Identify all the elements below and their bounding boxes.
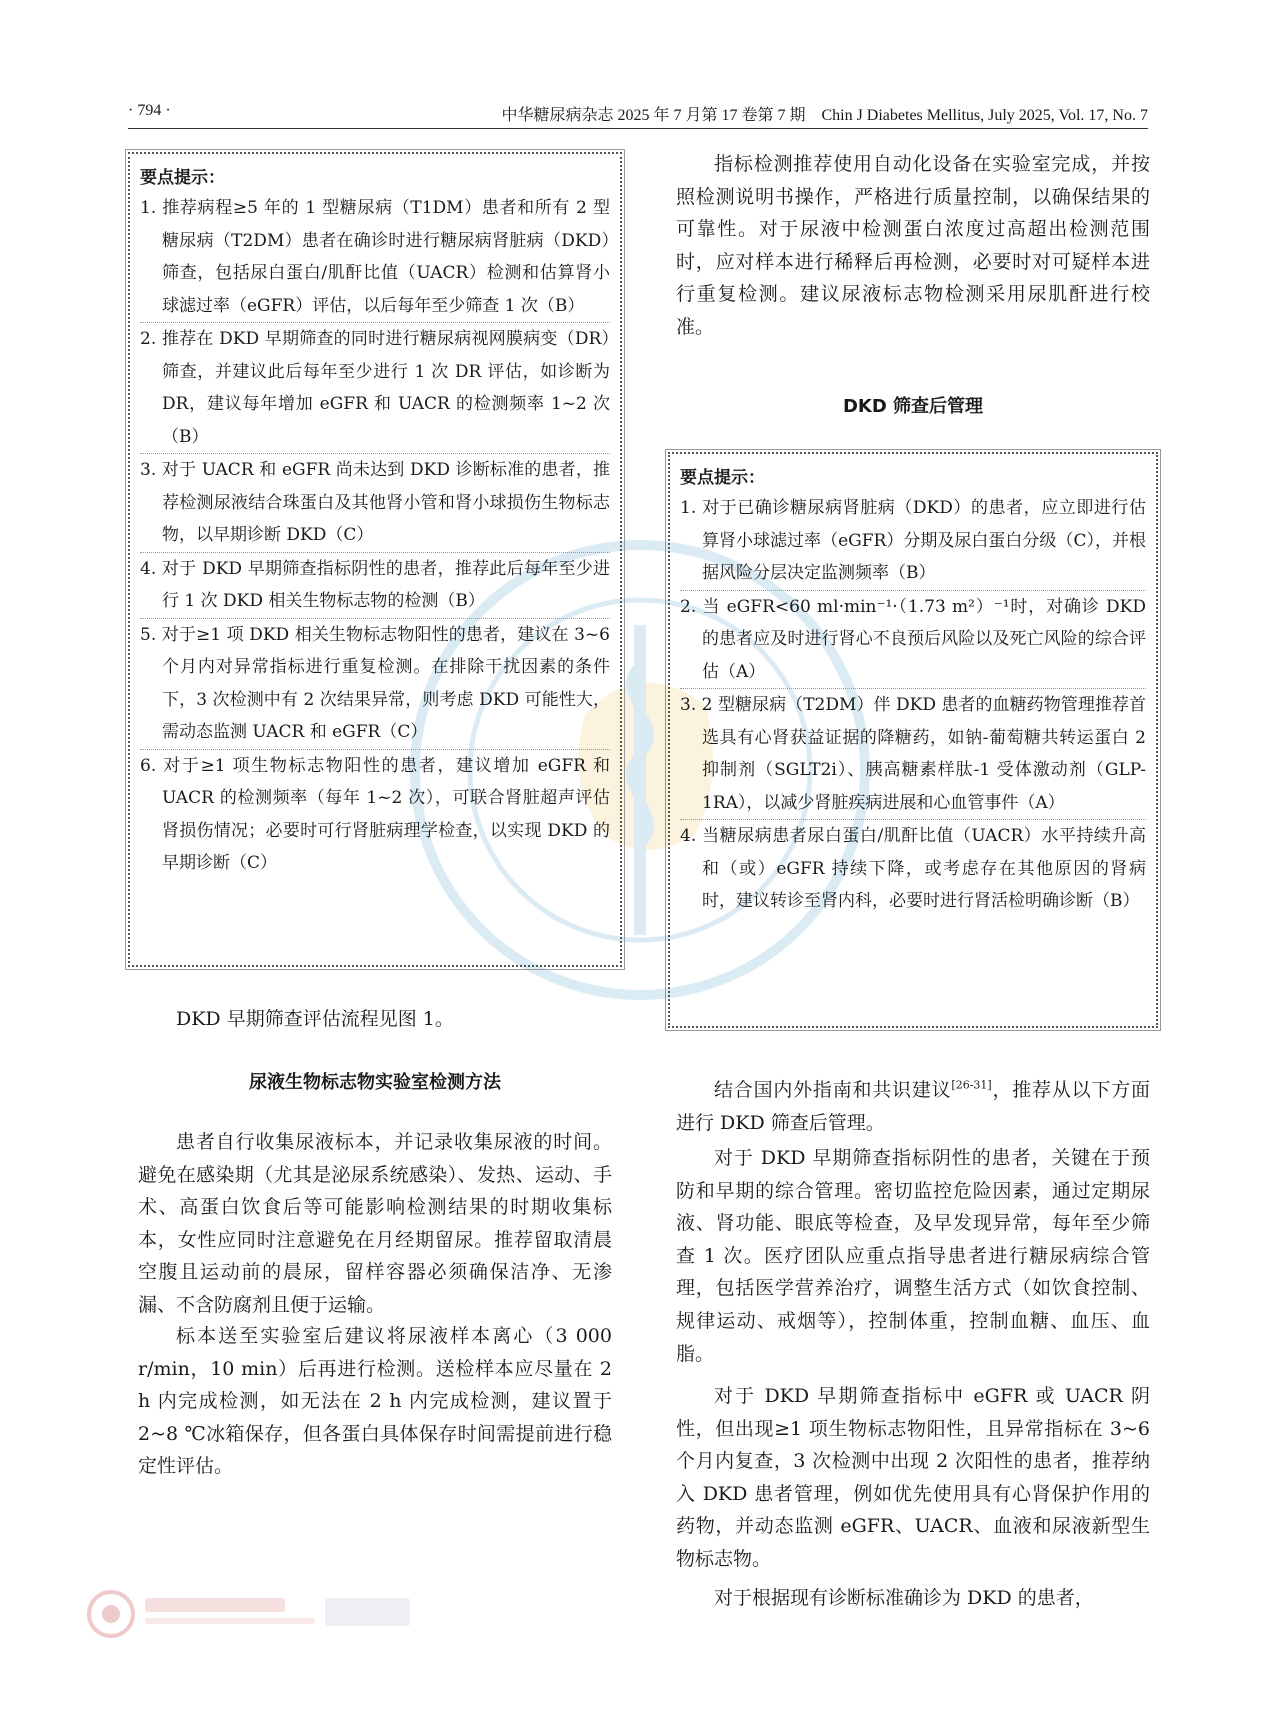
citation-reference: [26-31]	[951, 1078, 992, 1092]
body-paragraph: 患者自行收集尿液标本，并记录收集尿液的时间。避免在感染期（尤其是泌尿系统感染）、发热、运动、手术、高蛋白饮食后等可能影响检测结果的时期收集标本，女性应同时注意避免在月经期留尿。推荐留取清晨空腹且运动前的晨尿，留样容器必须确保洁净、无渗漏、不含防腐剂且便于运输。	[138, 1131, 612, 1316]
key-point-item: 3. 2 型糖尿病（T2DM）伴 DKD 患者的血糖药物管理推荐首选具有心肾获益证据的降糖药，如钠-葡萄糖共转运蛋白 2 抑制剂（SGLT2i）、胰高糖素样肽-1 受体激动剂（GLP-1RA），以减少肾脏疾病进展和心血管事件（A）	[680, 688, 1146, 819]
body-paragraph: DKD 早期筛查评估流程见图 1。	[176, 1008, 454, 1030]
journal-citation: 中华糖尿病杂志 2025 年 7 月第 17 卷第 7 期 Chin J Diabetes Mellitus, July 2025, Vol. 17, No. 7	[501, 107, 1148, 124]
running-header	[128, 100, 1148, 129]
body-paragraph: 指标检测推荐使用自动化设备在实验室完成，并按照检测说明书操作，严格进行质量控制，以确保结果的可靠性。对于尿液中检测蛋白浓度过高超出检测范围时，应对样本进行稀释后再检测，必要时对可疑样本进行重复检测。建议尿液标志物检测采用尿肌酐进行校准。	[676, 153, 1150, 338]
key-point-item: 1. 推荐病程≥5 年的 1 型糖尿病（T1DM）患者和所有 2 型糖尿病（T2DM）患者在确诊时进行糖尿病肾脏病（DKD）筛查，包括尿白蛋白/肌酐比值（UACR）检测和估算肾小球滤过率（eGFR）评估，以后每年至少筛查 1 次（B）	[140, 198, 610, 316]
key-points-title: 要点提示：	[140, 168, 225, 188]
body-paragraph: 对于 DKD 早期筛查指标阴性的患者，关键在于预防和早期的综合管理。密切监控危险因素，通过定期尿液、肾功能、眼底等检查，及早发现异常，每年至少筛查 1 次。医疗团队应重点指导患者进行糖尿病综合管理，包括医学营养治疗，调整生活方式（如饮食控制、规律运动、戒烟等），控制体重，控制血糖、血压、血脂。	[676, 1147, 1150, 1365]
key-point-item: 5. 对于≥1 项 DKD 相关生物标志物阳性的患者，建议在 3~6 个月内对异常指标进行重复检测。在排除干扰因素的条件下，3 次检测中有 2 次结果异常，则考虑 DKD 可能性大，需动态监测 UACR 和 eGFR（C）	[140, 618, 610, 749]
key-point-item: 4. 当糖尿病患者尿白蛋白/肌酐比值（UACR）水平持续升高和（或）eGFR 持续下降，或考虑存在其他原因的肾病时，建议转诊至肾内科，必要时进行肾活检明确诊断（B）	[680, 819, 1146, 918]
key-points-box-right	[668, 452, 1158, 1028]
key-point-item: 3. 对于 UACR 和 eGFR 尚未达到 DKD 诊断标准的患者，推荐检测尿液结合珠蛋白及其他肾小管和肾小球损伤生物标志物，以早期诊断 DKD（C）	[140, 453, 610, 552]
key-points-box-left	[128, 152, 622, 967]
key-point-item: 6. 对于≥1 项生物标志物阳性的患者，建议增加 eGFR 和 UACR 的检测频率（每年 1~2 次），可联合肾脏超声评估肾损伤情况；必要时可行肾脏病理学检查，以实现 DKD 的早期诊断（C）	[140, 749, 610, 880]
key-point-item: 2. 推荐在 DKD 早期筛查的同时进行糖尿病视网膜病变（DR）筛查，并建议此后每年至少进行 1 次 DR 评估，如诊断为 DR，建议每年增加 eGFR 和 UACR 的检测频率 1~2 次（B）	[140, 322, 610, 453]
section-heading: 尿液生物标志物实验室检测方法	[249, 1072, 501, 1093]
key-point-item: 2. 当 eGFR<60 ml·min⁻¹·（1.73 m²）⁻¹时，对确诊 DKD 的患者应及时进行肾心不良预后风险以及死亡风险的综合评估（A）	[680, 590, 1146, 689]
paragraph-text: 结合国内外指南和共识建议	[714, 1079, 952, 1101]
cma-publishing-house-logo-icon	[85, 1588, 415, 1640]
body-paragraph	[676, 1074, 1150, 1139]
page-number: · 794 ·	[128, 102, 171, 119]
body-paragraph: 对于根据现有诊断标准确诊为 DKD 的患者，	[714, 1587, 1094, 1609]
paragraph-text: ，推荐从以下方面进行 DKD 筛查后管理。	[676, 1079, 1150, 1134]
key-points-title: 要点提示：	[680, 468, 765, 488]
key-point-item: 4. 对于 DKD 早期筛查指标阴性的患者，推荐此后每年至少进行 1 次 DKD 相关生物标志物的检测（B）	[140, 552, 610, 618]
body-paragraph: 标本送至实验室后建议将尿液样本离心（3 000 r/min，10 min）后再进行检测。送检样本应尽量在 2 h 内完成检测，如无法在 2 h 内完成检测，建议置于 2~8 ℃冰箱保存，但各蛋白具体保存时间需提前进行稳定性评估。	[138, 1325, 612, 1478]
body-paragraph: 对于 DKD 早期筛查指标中 eGFR 或 UACR 阴性，但出现≥1 项生物标志物阳性，且异常指标在 3~6 个月内复查，3 次检测中出现 2 次阳性的患者，推荐纳入 DKD 患者管理，例如优先使用具有心肾保护作用的药物，并动态监测 eGFR、UACR、血液和尿液新型生物标志物。	[676, 1385, 1150, 1570]
key-point-item: 1. 对于已确诊糖尿病肾脏病（DKD）的患者，应立即进行估算肾小球滤过率（eGFR）分期及尿白蛋白分级（C），并根据风险分层决定监测频率（B）	[680, 498, 1146, 583]
section-heading: DKD 筛查后管理	[842, 396, 984, 417]
